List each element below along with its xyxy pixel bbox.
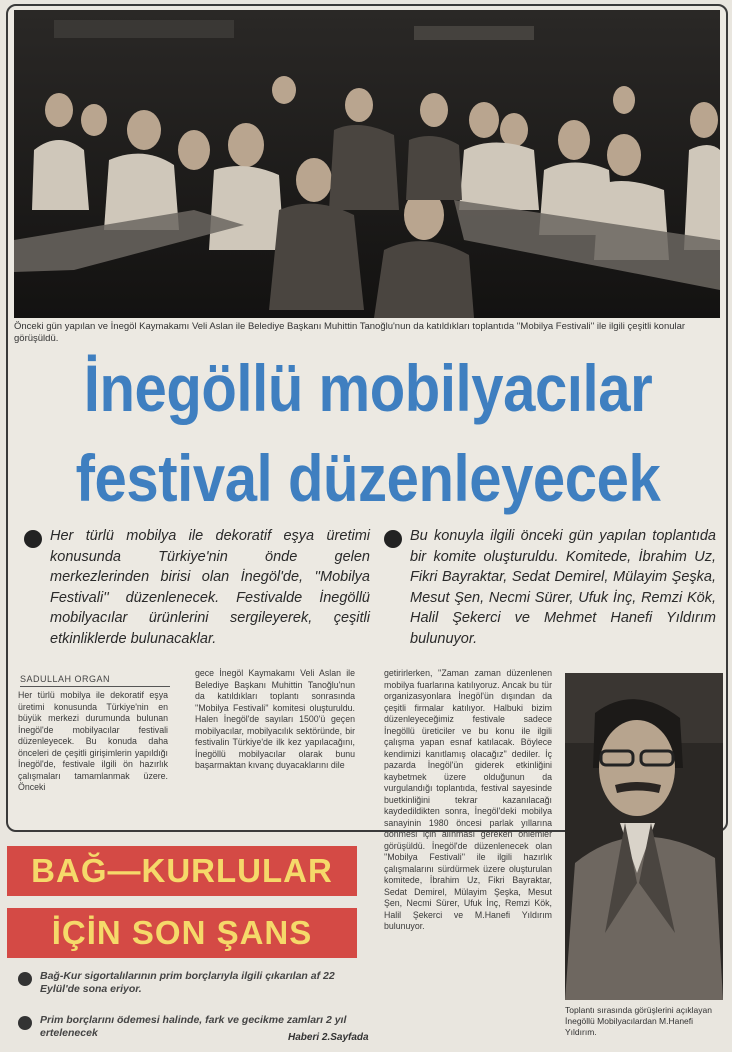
lede-right: Bu konuyla ilgili önceki gün yapılan toplantıda bir komite oluşturuldu. Komitede, İbrahim Uz, Fikri Bayraktar, Sedat Demirel, Mülayim Şeşka, Mesut Şen, Necmi Sürer, Ufuk İnç, Remzi Kök, Halil Şekerci ve Mehmet Hanefi Yıldırım bulunuyor. [410,528,716,647]
headline-line-2: festival düzenleyecek [75,441,661,515]
bullet-icon [18,972,32,986]
body-column-2: gece İnegöl Kaymakamı Veli Aslan ile Belediye Başkanı Muhittin Tanoğlu'nun da katıldıkları toplantı sonrasında ''Mobilya Festivali'' komitesi oluşturuldu. Halen İnegöl'de sayıları 1500'ü geçen mobilyacılar, mobilyacılık sektöründe, bir festivalin Türkiye'de ilk kez yapılacağını, İnegöllü mobilyacılar olarak bunu başarmaktan kıvanç duyacaklarını dile [195,668,355,770]
body-column-3: getirirlerken, ''Zaman zaman düzenlenen mobilya fuarlarına katılıyoruz. Ancak bu tür organizasyonlara İnegöl'ün dışından da çeşitli firmalar katılıyor. Halbuki bizim düzenleyeceğimiz festivale sadece İnegöllü üreticiler ve bu konu ile ilgili çalışma yapan esnaf katılacak. Böylece kendimizi kanıtlamış olacağız'' dediler. İç pazarda İnegöl'ün giderek etkinliğini kaybetmek üzere olduğunun da vurgulandığı toplantıda, festival sayesinde buetkinliğini tekrar kazanılacağı kaydedildikten sonra, İnegöl'deki mobilya sanayinin 1980 öncesi parlak yıllarına dönmesi için alınması gereken önlemler görüşüldü. İnegöl'de düzenlenecek olan ''Mobilya Festivali'' ile ilgili hazırlık çalışmalarını sürdürmek üzere oluşturulan komitede, İbrahim Uz, Fikri Bayraktar, Sedat Demirel, Mülayim Şeşka, Mesut Şen, Necmi Sürer, Ufuk İnç, Remzi Kök, Halil Şekerci ve M.Hanefi Yıldırım bulunuyor. [384,668,552,931]
sidebar-banner-1: BAĞ—KURLULAR [7,846,357,896]
meeting-photo [14,10,720,318]
sidebar-banner-2: İÇİN SON ŞANS [7,908,357,958]
lede-left: Her türlü mobilya ile dekoratif eşya üretimi konusunda Türkiye'nin önde gelen merkezlerinden birisi olan İnegöl'de, ''Mobilya Festivali'' düzenlenecek. Festivalde İnegöllü mobilyacılar ürünlerini sergileyerek, çeşitli etkinliklerde bulunacaklar. [50,528,370,647]
body-column-1: Her türlü mobilya ile dekoratif eşya üretimi konusunda Türkiye'nin en büyük merkezi durumunda bulunan İnegöl'de mobilyacılar festivali düzenleyecek. Bu konuda daha önceleri de çeşitli girişimlerin yapıldığı İnegöl'de, festivale ilgili ön hazırlık çalışmaları tamamlanmak üzere. Önceki [18,690,168,792]
portrait-photo [565,673,723,1000]
bullet-icon [18,1016,32,1030]
bullet-icon [384,530,402,548]
top-photo-caption: Önceki gün yapılan ve İnegöl Kaymakamı Veli Aslan ile Belediye Başkanı Muhittin Tanoğlu'nun da katıldıkları toplantıda ''Mobilya Festivali'' ile ilgili çeşitli konular görüşüldü. [14,321,686,344]
bullet-icon [24,530,42,548]
portrait-caption: Toplantı sırasında görüşlerini açıklayan İnegöllü Mobilyacılardan M.Hanefi Yıldırım. [565,1005,712,1037]
sidebar-item-1: Bağ-Kur sigortalılarının prim borçlarıyla ilgili çıkarılan af 22 Eylül'de sona eriyor. [40,970,335,995]
sidebar-item-2: Prim borçlarını ödemesi halinde, fark ve gecikme zamları 2 yıl ertelenecek [40,1014,347,1039]
continued-link[interactable]: Haberi 2.Sayfada [288,1032,369,1043]
byline: SADULLAH ORGAN [20,674,170,687]
headline-line-1: İnegöllü mobilyacılar [83,351,653,425]
